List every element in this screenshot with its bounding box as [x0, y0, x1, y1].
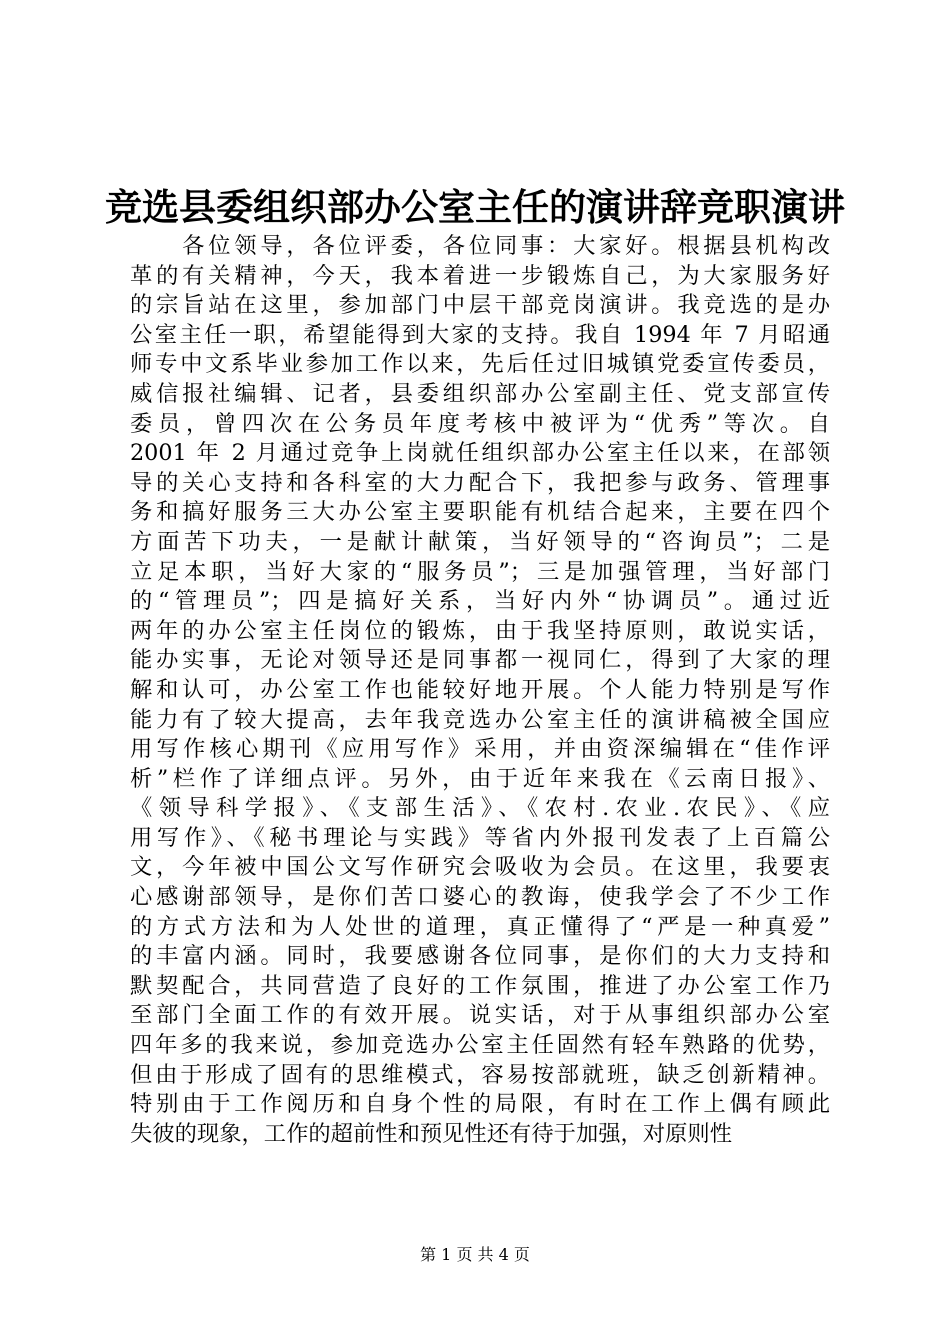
paragraph-line: 能办实事，无论对领导还是同事都一视同仁，得到了大家的理: [130, 647, 830, 674]
paragraph-line: 至部门全面工作的有效开展。说实话，对于从事组织部办公室: [130, 1002, 830, 1029]
paragraph-line: 四年多的我来说，参加竞选办公室主任固然有轻车熟路的优势，: [130, 1032, 830, 1059]
paragraph-line: 用写作》、《秘书理论与实践》等省内外报刊发表了上百篇公: [130, 824, 830, 851]
paragraph-line: 默契配合，共同营造了良好的工作氛围，推进了办公室工作乃: [130, 972, 830, 999]
paragraph-line: 方面苦下功夫，一是献计献策，当好领导的“咨询员”；二是: [130, 528, 830, 555]
paragraph-line: 的“管理员”；四是搞好关系，当好内外“协调员”。通过近: [130, 588, 830, 615]
paragraph-line: 解和认可，办公室工作也能较好地开展。个人能力特别是写作: [130, 676, 830, 703]
paragraph-line: 的丰富内涵。同时，我要感谢各位同事，是你们的大力支持和: [130, 943, 830, 970]
paragraph-line: 但由于形成了固有的思维模式，容易按部就班，缺乏创新精神。: [130, 1061, 830, 1088]
document-title: 竞选县委组织部办公室主任的演讲辞竞职演讲: [105, 186, 845, 229]
paragraph-line: 能力有了较大提高，去年我竞选办公室主任的演讲稿被全国应: [130, 706, 830, 733]
paragraph-line: 立足本职，当好大家的“服务员”；三是加强管理，当好部门: [130, 558, 830, 585]
document-body: [130, 232, 830, 1149]
paragraph-line: 各位领导，各位评委，各位同事：大家好。根据县机构改: [130, 233, 830, 259]
paragraph-line: 两年的办公室主任岗位的锻炼，由于我坚持原则，敢说实话，: [130, 617, 830, 644]
page-number-footer: 第 1 页 共 4 页: [420, 1245, 530, 1264]
paragraph-line: 2001 年 2 月通过竞争上岗就任组织部办公室主任以来，在部领: [130, 440, 830, 467]
paragraph-line: 失彼的现象，工作的超前性和预见性还有待于加强，对原则性: [130, 1120, 733, 1147]
paragraph-line: 导的关心支持和各科室的大力配合下，我把参与政务、管理事: [130, 469, 830, 496]
paragraph-line: 的方式方法和为人处世的道理，真正懂得了“严是一种真爱”: [130, 913, 830, 940]
paragraph-line: 用写作核心期刊《应用写作》采用，并由资深编辑在“佳作评: [130, 736, 830, 763]
paragraph-line: 的宗旨站在这里，参加部门中层干部竞岗演讲。我竞选的是办: [130, 292, 830, 319]
paragraph-line: 文，今年被中国公文写作研究会吸收为会员。在这里，我要衷: [130, 854, 830, 881]
paragraph-line: 析”栏作了详细点评。另外，由于近年来我在《云南日报》、: [130, 765, 830, 792]
paragraph-line: 《领导科学报》、《支部生活》、《农村.农业.农民》、《应: [130, 795, 830, 822]
paragraph-line: 心感谢部领导，是你们苦口婆心的教诲，使我学会了不少工作: [130, 884, 830, 911]
paragraph-line: 革的有关精神，今天，我本着进一步锻炼自己，为大家服务好: [130, 262, 830, 289]
paragraph-line: 公室主任一职，希望能得到大家的支持。我自 1994 年 7 月昭通: [130, 321, 830, 348]
paragraph-line: 特别由于工作阅历和自身个性的局限，有时在工作上偶有顾此: [130, 1091, 830, 1118]
paragraph-line: 威信报社编辑、记者，县委组织部办公室副主任、党支部宣传: [130, 380, 830, 407]
paragraph-line: 务和搞好服务三大办公室主要职能有机结合起来，主要在四个: [130, 499, 830, 526]
paragraph-line: 师专中文系毕业参加工作以来，先后任过旧城镇党委宣传委员，: [130, 351, 830, 378]
paragraph-line: 委员，曾四次在公务员年度考核中被评为“优秀”等次。自: [130, 410, 830, 437]
